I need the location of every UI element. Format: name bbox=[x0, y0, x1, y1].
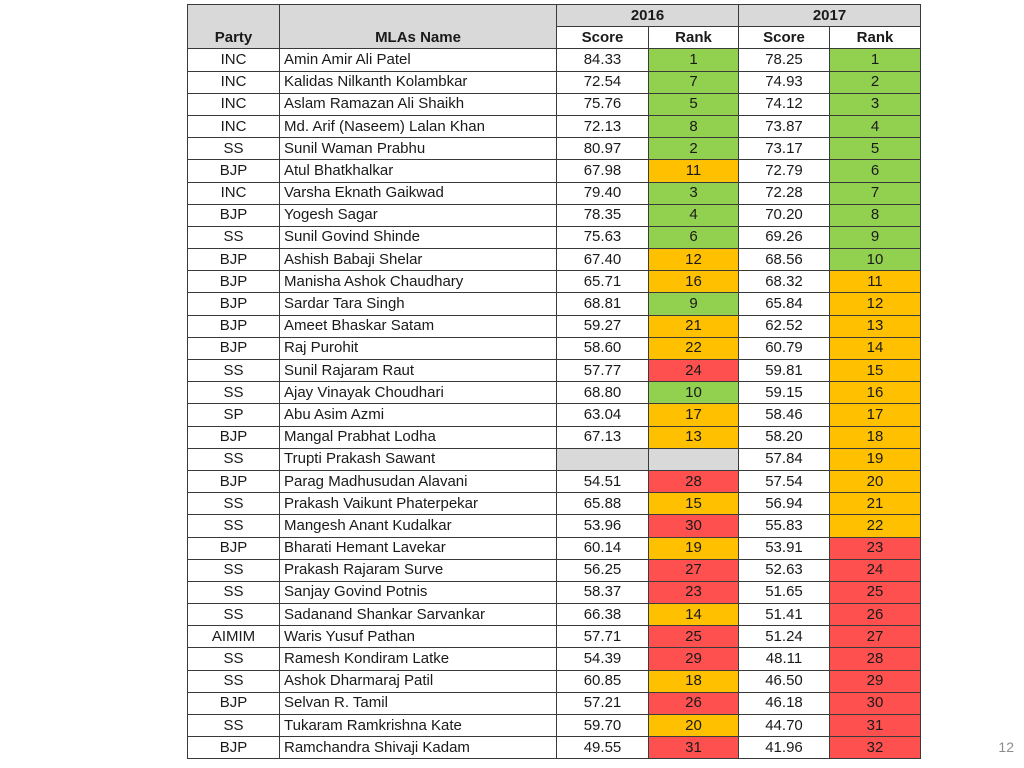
rank-2016-cell: 3 bbox=[649, 182, 739, 204]
mla-name-cell: Ajay Vinayak Choudhari bbox=[280, 382, 557, 404]
score-2017-cell: 74.93 bbox=[739, 71, 830, 93]
party-cell: SS bbox=[188, 715, 280, 737]
score-2017-cell: 51.65 bbox=[739, 581, 830, 603]
table-row bbox=[188, 537, 921, 559]
mla-name-cell: Kalidas Nilkanth Kolambkar bbox=[280, 71, 557, 93]
score-2016-cell: 67.40 bbox=[557, 249, 649, 271]
party-cell: SS bbox=[188, 515, 280, 537]
rank-2017-cell: 18 bbox=[830, 426, 921, 448]
party-cell: BJP bbox=[188, 315, 280, 337]
rank-2017-cell: 30 bbox=[830, 692, 921, 714]
table-row bbox=[188, 182, 921, 204]
score-2017-cell: 53.91 bbox=[739, 537, 830, 559]
score-2017-cell: 51.24 bbox=[739, 626, 830, 648]
score-2017-cell: 57.84 bbox=[739, 448, 830, 470]
rank-2016-cell: 4 bbox=[649, 204, 739, 226]
score-2016-cell: 58.37 bbox=[557, 581, 649, 603]
score-2017-cell: 59.81 bbox=[739, 360, 830, 382]
mla-name-cell: Selvan R. Tamil bbox=[280, 692, 557, 714]
rank-2017-cell: 11 bbox=[830, 271, 921, 293]
rank-2017-cell: 17 bbox=[830, 404, 921, 426]
table-row bbox=[188, 293, 921, 315]
mla-name-cell: Ameet Bhaskar Satam bbox=[280, 315, 557, 337]
mla-name-cell: Sunil Rajaram Raut bbox=[280, 360, 557, 382]
score-2017-cell: 58.20 bbox=[739, 426, 830, 448]
party-cell: SS bbox=[188, 138, 280, 160]
table-row bbox=[188, 737, 921, 759]
rank-2017-cell: 5 bbox=[830, 138, 921, 160]
score-2016-cell: 67.98 bbox=[557, 160, 649, 182]
score-2017-cell: 46.50 bbox=[739, 670, 830, 692]
rank-2016-cell: 26 bbox=[649, 692, 739, 714]
mla-name-cell: Sanjay Govind Potnis bbox=[280, 581, 557, 603]
rank-2017-cell: 24 bbox=[830, 559, 921, 581]
rank-2017-cell: 28 bbox=[830, 648, 921, 670]
rank-2016-cell: 28 bbox=[649, 470, 739, 492]
score-2017-cell: 60.79 bbox=[739, 337, 830, 359]
party-cell: BJP bbox=[188, 249, 280, 271]
score-2016-cell: 63.04 bbox=[557, 404, 649, 426]
mla-name-cell: Manisha Ashok Chaudhary bbox=[280, 271, 557, 293]
party-cell: BJP bbox=[188, 737, 280, 759]
mla-name-cell: Sunil Govind Shinde bbox=[280, 226, 557, 248]
table-row bbox=[188, 382, 921, 404]
mla-name-cell: Parag Madhusudan Alavani bbox=[280, 470, 557, 492]
mla-name-cell: Tukaram Ramkrishna Kate bbox=[280, 715, 557, 737]
party-cell: INC bbox=[188, 115, 280, 137]
score-2016-cell: 59.27 bbox=[557, 315, 649, 337]
table-row bbox=[188, 115, 921, 137]
rank-2017-cell: 6 bbox=[830, 160, 921, 182]
score-2017-cell: 44.70 bbox=[739, 715, 830, 737]
rank-2016-cell: 18 bbox=[649, 670, 739, 692]
party-cell: BJP bbox=[188, 293, 280, 315]
score-2017-cell: 41.96 bbox=[739, 737, 830, 759]
mla-name-cell: Ramchandra Shivaji Kadam bbox=[280, 737, 557, 759]
rank-2016-cell: 1 bbox=[649, 49, 739, 71]
table-row bbox=[188, 160, 921, 182]
score-2017-cell: 72.79 bbox=[739, 160, 830, 182]
mla-name-cell: Prakash Rajaram Surve bbox=[280, 559, 557, 581]
year-2017-header: 2017 bbox=[739, 5, 921, 27]
mla-name-cell: Ramesh Kondiram Latke bbox=[280, 648, 557, 670]
table-row bbox=[188, 360, 921, 382]
rank-2016-cell: 8 bbox=[649, 115, 739, 137]
rank-2016-cell: 5 bbox=[649, 93, 739, 115]
table-row bbox=[188, 604, 921, 626]
rank-2017-cell: 15 bbox=[830, 360, 921, 382]
score-2017-cell: 51.41 bbox=[739, 604, 830, 626]
score-2016-cell: 54.39 bbox=[557, 648, 649, 670]
score-2016-cell: 65.71 bbox=[557, 271, 649, 293]
party-cell: SS bbox=[188, 581, 280, 603]
rank-2016-cell: 11 bbox=[649, 160, 739, 182]
party-cell: SS bbox=[188, 493, 280, 515]
party-cell: INC bbox=[188, 71, 280, 93]
table-row bbox=[188, 249, 921, 271]
table-row bbox=[188, 49, 921, 71]
rank-2017-cell: 21 bbox=[830, 493, 921, 515]
rank-2017-cell: 1 bbox=[830, 49, 921, 71]
score-2017-header: Score bbox=[739, 27, 830, 49]
party-cell: BJP bbox=[188, 160, 280, 182]
score-2016-cell: 49.55 bbox=[557, 737, 649, 759]
party-cell: BJP bbox=[188, 426, 280, 448]
party-cell: BJP bbox=[188, 271, 280, 293]
rank-2016-cell: 15 bbox=[649, 493, 739, 515]
mla-name-cell: Sadanand Shankar Sarvankar bbox=[280, 604, 557, 626]
score-2017-cell: 52.63 bbox=[739, 559, 830, 581]
score-2016-cell: 56.25 bbox=[557, 559, 649, 581]
score-2016-cell: 66.38 bbox=[557, 604, 649, 626]
score-2016-cell: 75.63 bbox=[557, 226, 649, 248]
party-cell: BJP bbox=[188, 537, 280, 559]
score-2016-cell: 57.77 bbox=[557, 360, 649, 382]
rank-2016-cell: 10 bbox=[649, 382, 739, 404]
score-2017-cell: 46.18 bbox=[739, 692, 830, 714]
rank-2017-cell: 22 bbox=[830, 515, 921, 537]
rank-2016-cell bbox=[649, 448, 739, 470]
score-2016-cell: 59.70 bbox=[557, 715, 649, 737]
party-cell: SS bbox=[188, 382, 280, 404]
party-cell: AIMIM bbox=[188, 626, 280, 648]
score-2016-cell: 60.14 bbox=[557, 537, 649, 559]
rank-2016-cell: 25 bbox=[649, 626, 739, 648]
score-2016-cell: 80.97 bbox=[557, 138, 649, 160]
mla-name-cell: Bharati Hemant Lavekar bbox=[280, 537, 557, 559]
page-number: 12 bbox=[998, 739, 1014, 755]
rank-2017-cell: 20 bbox=[830, 470, 921, 492]
table-row bbox=[188, 448, 921, 470]
table-row bbox=[188, 470, 921, 492]
score-2017-cell: 70.20 bbox=[739, 204, 830, 226]
party-cell: INC bbox=[188, 93, 280, 115]
rank-2017-cell: 12 bbox=[830, 293, 921, 315]
rank-2016-cell: 31 bbox=[649, 737, 739, 759]
score-2016-cell: 67.13 bbox=[557, 426, 649, 448]
party-cell: INC bbox=[188, 49, 280, 71]
rank-2016-cell: 19 bbox=[649, 537, 739, 559]
score-2017-cell: 55.83 bbox=[739, 515, 830, 537]
party-cell: BJP bbox=[188, 470, 280, 492]
mla-name-cell: Varsha Eknath Gaikwad bbox=[280, 182, 557, 204]
party-cell: SS bbox=[188, 670, 280, 692]
name-header: MLAs Name bbox=[280, 5, 557, 49]
party-cell: BJP bbox=[188, 204, 280, 226]
score-2017-cell: 65.84 bbox=[739, 293, 830, 315]
mla-name-cell: Atul Bhatkhalkar bbox=[280, 160, 557, 182]
rank-2016-cell: 12 bbox=[649, 249, 739, 271]
rank-2016-cell: 2 bbox=[649, 138, 739, 160]
score-2017-cell: 72.28 bbox=[739, 182, 830, 204]
rank-2016-cell: 24 bbox=[649, 360, 739, 382]
party-header: Party bbox=[188, 5, 280, 49]
score-2016-cell: 68.80 bbox=[557, 382, 649, 404]
table-row bbox=[188, 71, 921, 93]
score-2016-cell: 58.60 bbox=[557, 337, 649, 359]
table-row bbox=[188, 138, 921, 160]
party-cell: SS bbox=[188, 448, 280, 470]
party-cell: BJP bbox=[188, 337, 280, 359]
mla-name-cell: Yogesh Sagar bbox=[280, 204, 557, 226]
table-row bbox=[188, 93, 921, 115]
rank-2017-cell: 8 bbox=[830, 204, 921, 226]
rank-2016-cell: 17 bbox=[649, 404, 739, 426]
score-2017-cell: 68.32 bbox=[739, 271, 830, 293]
score-2016-cell: 57.71 bbox=[557, 626, 649, 648]
mla-name-cell: Sardar Tara Singh bbox=[280, 293, 557, 315]
score-2017-cell: 62.52 bbox=[739, 315, 830, 337]
mla-name-cell: Raj Purohit bbox=[280, 337, 557, 359]
rank-2017-cell: 32 bbox=[830, 737, 921, 759]
table-row bbox=[188, 315, 921, 337]
rank-2016-cell: 21 bbox=[649, 315, 739, 337]
rank-2017-header: Rank bbox=[830, 27, 921, 49]
score-2016-cell: 54.51 bbox=[557, 470, 649, 492]
rank-2017-cell: 27 bbox=[830, 626, 921, 648]
rank-2017-cell: 4 bbox=[830, 115, 921, 137]
mla-name-cell: Prakash Vaikunt Phaterpekar bbox=[280, 493, 557, 515]
mla-name-cell: Abu Asim Azmi bbox=[280, 404, 557, 426]
party-cell: SS bbox=[188, 648, 280, 670]
table-row bbox=[188, 493, 921, 515]
table-row bbox=[188, 515, 921, 537]
score-2016-cell: 78.35 bbox=[557, 204, 649, 226]
score-2017-cell: 74.12 bbox=[739, 93, 830, 115]
rank-2016-header: Rank bbox=[649, 27, 739, 49]
score-2017-cell: 56.94 bbox=[739, 493, 830, 515]
table-row bbox=[188, 559, 921, 581]
table-row bbox=[188, 426, 921, 448]
mla-name-cell: Waris Yusuf Pathan bbox=[280, 626, 557, 648]
party-cell: SS bbox=[188, 604, 280, 626]
table-body bbox=[188, 49, 921, 759]
rank-2017-cell: 3 bbox=[830, 93, 921, 115]
score-2017-cell: 59.15 bbox=[739, 382, 830, 404]
rank-2016-cell: 22 bbox=[649, 337, 739, 359]
mla-name-cell: Md. Arif (Naseem) Lalan Khan bbox=[280, 115, 557, 137]
rank-2017-cell: 9 bbox=[830, 226, 921, 248]
mla-name-cell: Ashok Dharmaraj Patil bbox=[280, 670, 557, 692]
rank-2017-cell: 26 bbox=[830, 604, 921, 626]
score-2016-cell bbox=[557, 448, 649, 470]
rank-2016-cell: 16 bbox=[649, 271, 739, 293]
party-cell: INC bbox=[188, 182, 280, 204]
party-cell: SP bbox=[188, 404, 280, 426]
score-2016-cell: 72.13 bbox=[557, 115, 649, 137]
mla-name-cell: Mangesh Anant Kudalkar bbox=[280, 515, 557, 537]
mla-name-cell: Mangal Prabhat Lodha bbox=[280, 426, 557, 448]
party-cell: SS bbox=[188, 559, 280, 581]
mla-name-cell: Amin Amir Ali Patel bbox=[280, 49, 557, 71]
score-2016-cell: 84.33 bbox=[557, 49, 649, 71]
rank-2016-cell: 14 bbox=[649, 604, 739, 626]
mla-name-cell: Ashish Babaji Shelar bbox=[280, 249, 557, 271]
rank-2017-cell: 19 bbox=[830, 448, 921, 470]
rank-2017-cell: 13 bbox=[830, 315, 921, 337]
rank-2017-cell: 14 bbox=[830, 337, 921, 359]
mla-name-cell: Trupti Prakash Sawant bbox=[280, 448, 557, 470]
party-cell: SS bbox=[188, 360, 280, 382]
rank-2016-cell: 27 bbox=[649, 559, 739, 581]
score-2016-cell: 72.54 bbox=[557, 71, 649, 93]
score-2017-cell: 69.26 bbox=[739, 226, 830, 248]
score-2016-cell: 79.40 bbox=[557, 182, 649, 204]
rank-2017-cell: 31 bbox=[830, 715, 921, 737]
rank-2016-cell: 20 bbox=[649, 715, 739, 737]
header-row-years bbox=[188, 5, 921, 27]
rank-2016-cell: 23 bbox=[649, 581, 739, 603]
rank-2017-cell: 10 bbox=[830, 249, 921, 271]
score-2017-cell: 48.11 bbox=[739, 648, 830, 670]
mla-name-cell: Sunil Waman Prabhu bbox=[280, 138, 557, 160]
year-2016-header: 2016 bbox=[557, 5, 739, 27]
mla-name-cell: Aslam Ramazan Ali Shaikh bbox=[280, 93, 557, 115]
rank-2017-cell: 16 bbox=[830, 382, 921, 404]
table-row bbox=[188, 581, 921, 603]
score-2017-cell: 57.54 bbox=[739, 470, 830, 492]
score-2017-cell: 73.17 bbox=[739, 138, 830, 160]
score-2016-cell: 65.88 bbox=[557, 493, 649, 515]
rank-2016-cell: 7 bbox=[649, 71, 739, 93]
score-2016-cell: 57.21 bbox=[557, 692, 649, 714]
table-row bbox=[188, 692, 921, 714]
table-row bbox=[188, 226, 921, 248]
mla-ranking-table bbox=[187, 4, 921, 759]
score-2017-cell: 68.56 bbox=[739, 249, 830, 271]
table-row bbox=[188, 626, 921, 648]
rank-2016-cell: 9 bbox=[649, 293, 739, 315]
table-row bbox=[188, 204, 921, 226]
score-2016-cell: 75.76 bbox=[557, 93, 649, 115]
table-row bbox=[188, 715, 921, 737]
table-row bbox=[188, 648, 921, 670]
score-2016-cell: 60.85 bbox=[557, 670, 649, 692]
table-row bbox=[188, 337, 921, 359]
score-2016-header: Score bbox=[557, 27, 649, 49]
party-cell: BJP bbox=[188, 692, 280, 714]
rank-2016-cell: 6 bbox=[649, 226, 739, 248]
score-2017-cell: 58.46 bbox=[739, 404, 830, 426]
party-cell: SS bbox=[188, 226, 280, 248]
score-2017-cell: 73.87 bbox=[739, 115, 830, 137]
score-2017-cell: 78.25 bbox=[739, 49, 830, 71]
rank-2016-cell: 30 bbox=[649, 515, 739, 537]
score-2016-cell: 68.81 bbox=[557, 293, 649, 315]
table-row bbox=[188, 271, 921, 293]
rank-2017-cell: 29 bbox=[830, 670, 921, 692]
table-row bbox=[188, 670, 921, 692]
rank-2017-cell: 2 bbox=[830, 71, 921, 93]
table-row bbox=[188, 404, 921, 426]
rank-2017-cell: 23 bbox=[830, 537, 921, 559]
rank-2016-cell: 13 bbox=[649, 426, 739, 448]
rank-2017-cell: 7 bbox=[830, 182, 921, 204]
rank-2017-cell: 25 bbox=[830, 581, 921, 603]
rank-2016-cell: 29 bbox=[649, 648, 739, 670]
score-2016-cell: 53.96 bbox=[557, 515, 649, 537]
